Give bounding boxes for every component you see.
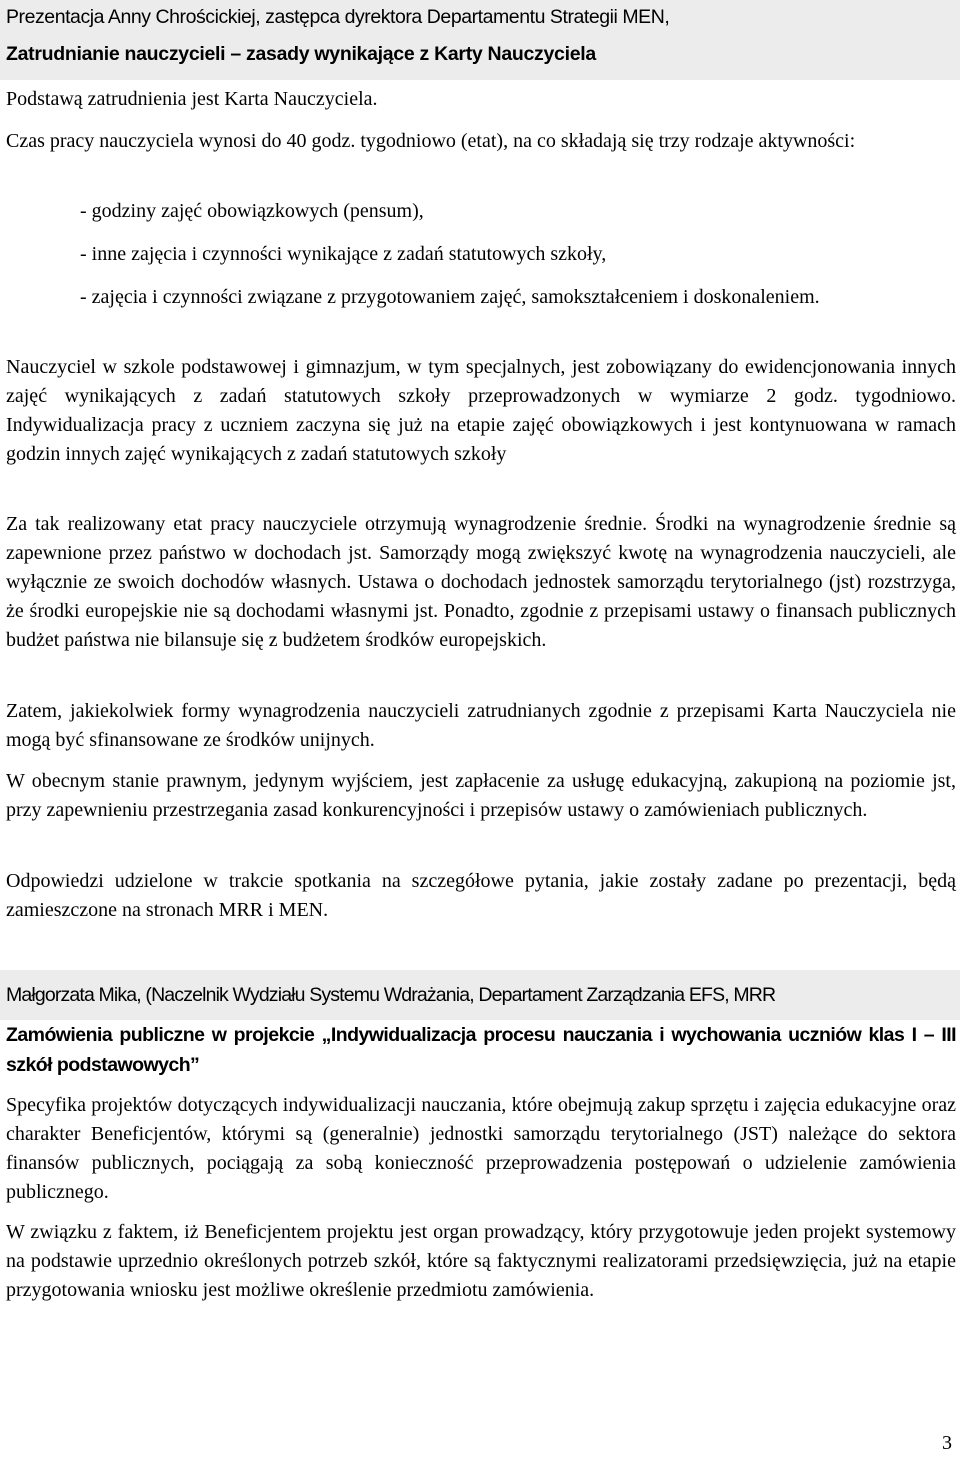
s1-paragraph-2: Czas pracy nauczyciela wynosi do 40 godz. tygodniowo (etat), na co składają się trzy rodzaje aktywności: (6, 130, 856, 152)
s1-list-item-1: - godziny zajęć obowiązkowych (pensum), (80, 200, 424, 222)
s1-list-item-2: - inne zajęcia i czynności wynikające z zadań statutowych szkoły, (80, 243, 607, 265)
s1-paragraph-1: Podstawą zatrudnienia jest Karta Nauczyciela. (6, 88, 378, 110)
s1-paragraph-3: Nauczyciel w szkole podstawowej i gimnazjum, w tym specjalnych, jest zobowiązany do ewidencjonowania innych zajęć wynikających z zadań statutowych szkoły przeprowadzonych w wymiarze 2 godz. tygodniowo. Indywidualizacja pracy z uczniem zaczyna się już na etapie zajęć obowiązkowych i jest kontynuowana w ramach godzin innych zajęć wynikających z zadań statutowych szkoły (6, 356, 956, 465)
s2-paragraph-2: W związku z faktem, iż Beneficjentem projektu jest organ prowadzący, który przygotowuje jeden projekt systemowy na podstawie uprzednio określonych potrzeb szkół, które są faktycznymi realizatorami przedsięwzięcia, już na etapie przygotowania wniosku jest możliwe określenie przedmiotu zamówienia. (6, 1221, 956, 1301)
s2-paragraph-1: Specyfika projektów dotyczących indywidualizacji nauczania, które obejmują zakup sprzętu i zajęcia edukacyjne oraz charakter Beneficjentów, którymi są (generalnie) jednostki samorządu terytorialnego (JST) należące do sektora finansów publicznych, pociągają za sobą konieczność przeprowadzenia postępowań o udzielenie zamówienia publicznego. (6, 1094, 956, 1203)
section1-header: Prezentacja Anny Chrościckiej, zastępca dyrektora Departamentu Strategii MEN, (6, 6, 670, 28)
s1-paragraph-6: W obecnym stanie prawnym, jedynym wyjściem, jest zapłacenie za usługę edukacyjną, zakupioną na poziomie jst, przy zapewnieniu przestrzegania zasad konkurencyjności i przepisów ustawy o zamówieniach publicznych. (6, 770, 956, 821)
section2-title: Zamówienia publiczne w projekcie „Indywidualizacja procesu nauczania i wychowania uczniów klas I – III szkół podstawowych” (6, 1024, 956, 1076)
s1-list-item-3: - zajęcia i czynności związane z przygotowaniem zajęć, samokształceniem i doskonaleniem. (80, 286, 820, 308)
s1-paragraph-5: Zatem, jakiekolwiek formy wynagrodzenia nauczycieli zatrudnianych zgodnie z przepisami Karta Nauczyciela nie mogą być sfinansowane ze środków unijnych. (6, 700, 956, 751)
section2-header: Małgorzata Mika, (Naczelnik Wydziału Systemu Wdrażania, Departament Zarządzania EFS, MRR (6, 984, 776, 1006)
s1-paragraph-7: Odpowiedzi udzielone w trakcie spotkania na szczegółowe pytania, jakie zostały zadane po prezentacji, będą zamieszczone na stronach MRR i MEN. (6, 870, 956, 921)
section1-title: Zatrudnianie nauczycieli – zasady wynikające z Karty Nauczyciela (6, 43, 596, 65)
section1-header-block (0, 0, 960, 80)
section2-header-block (0, 970, 960, 1020)
s1-paragraph-4: Za tak realizowany etat pracy nauczyciele otrzymują wynagrodzenie średnie. Środki na wynagrodzenie średnie są zapewnione przez państwo w dochodach jst. Samorządy mogą zwiększyć kwotę na wynagrodzenia nauczycieli, ale wyłącznie ze swoich dochodów własnych. Ustawa o dochodach jednostek samorządu terytorialnego (jst) rozstrzyga, że środki europejskie nie są dochodami własnymi jst. Ponadto, zgodnie z przepisami ustawy o finansach publicznych budżet państwa nie bilansuje się z budżetem środków europejskich. (6, 513, 956, 651)
page-number: 3 (942, 1432, 952, 1454)
